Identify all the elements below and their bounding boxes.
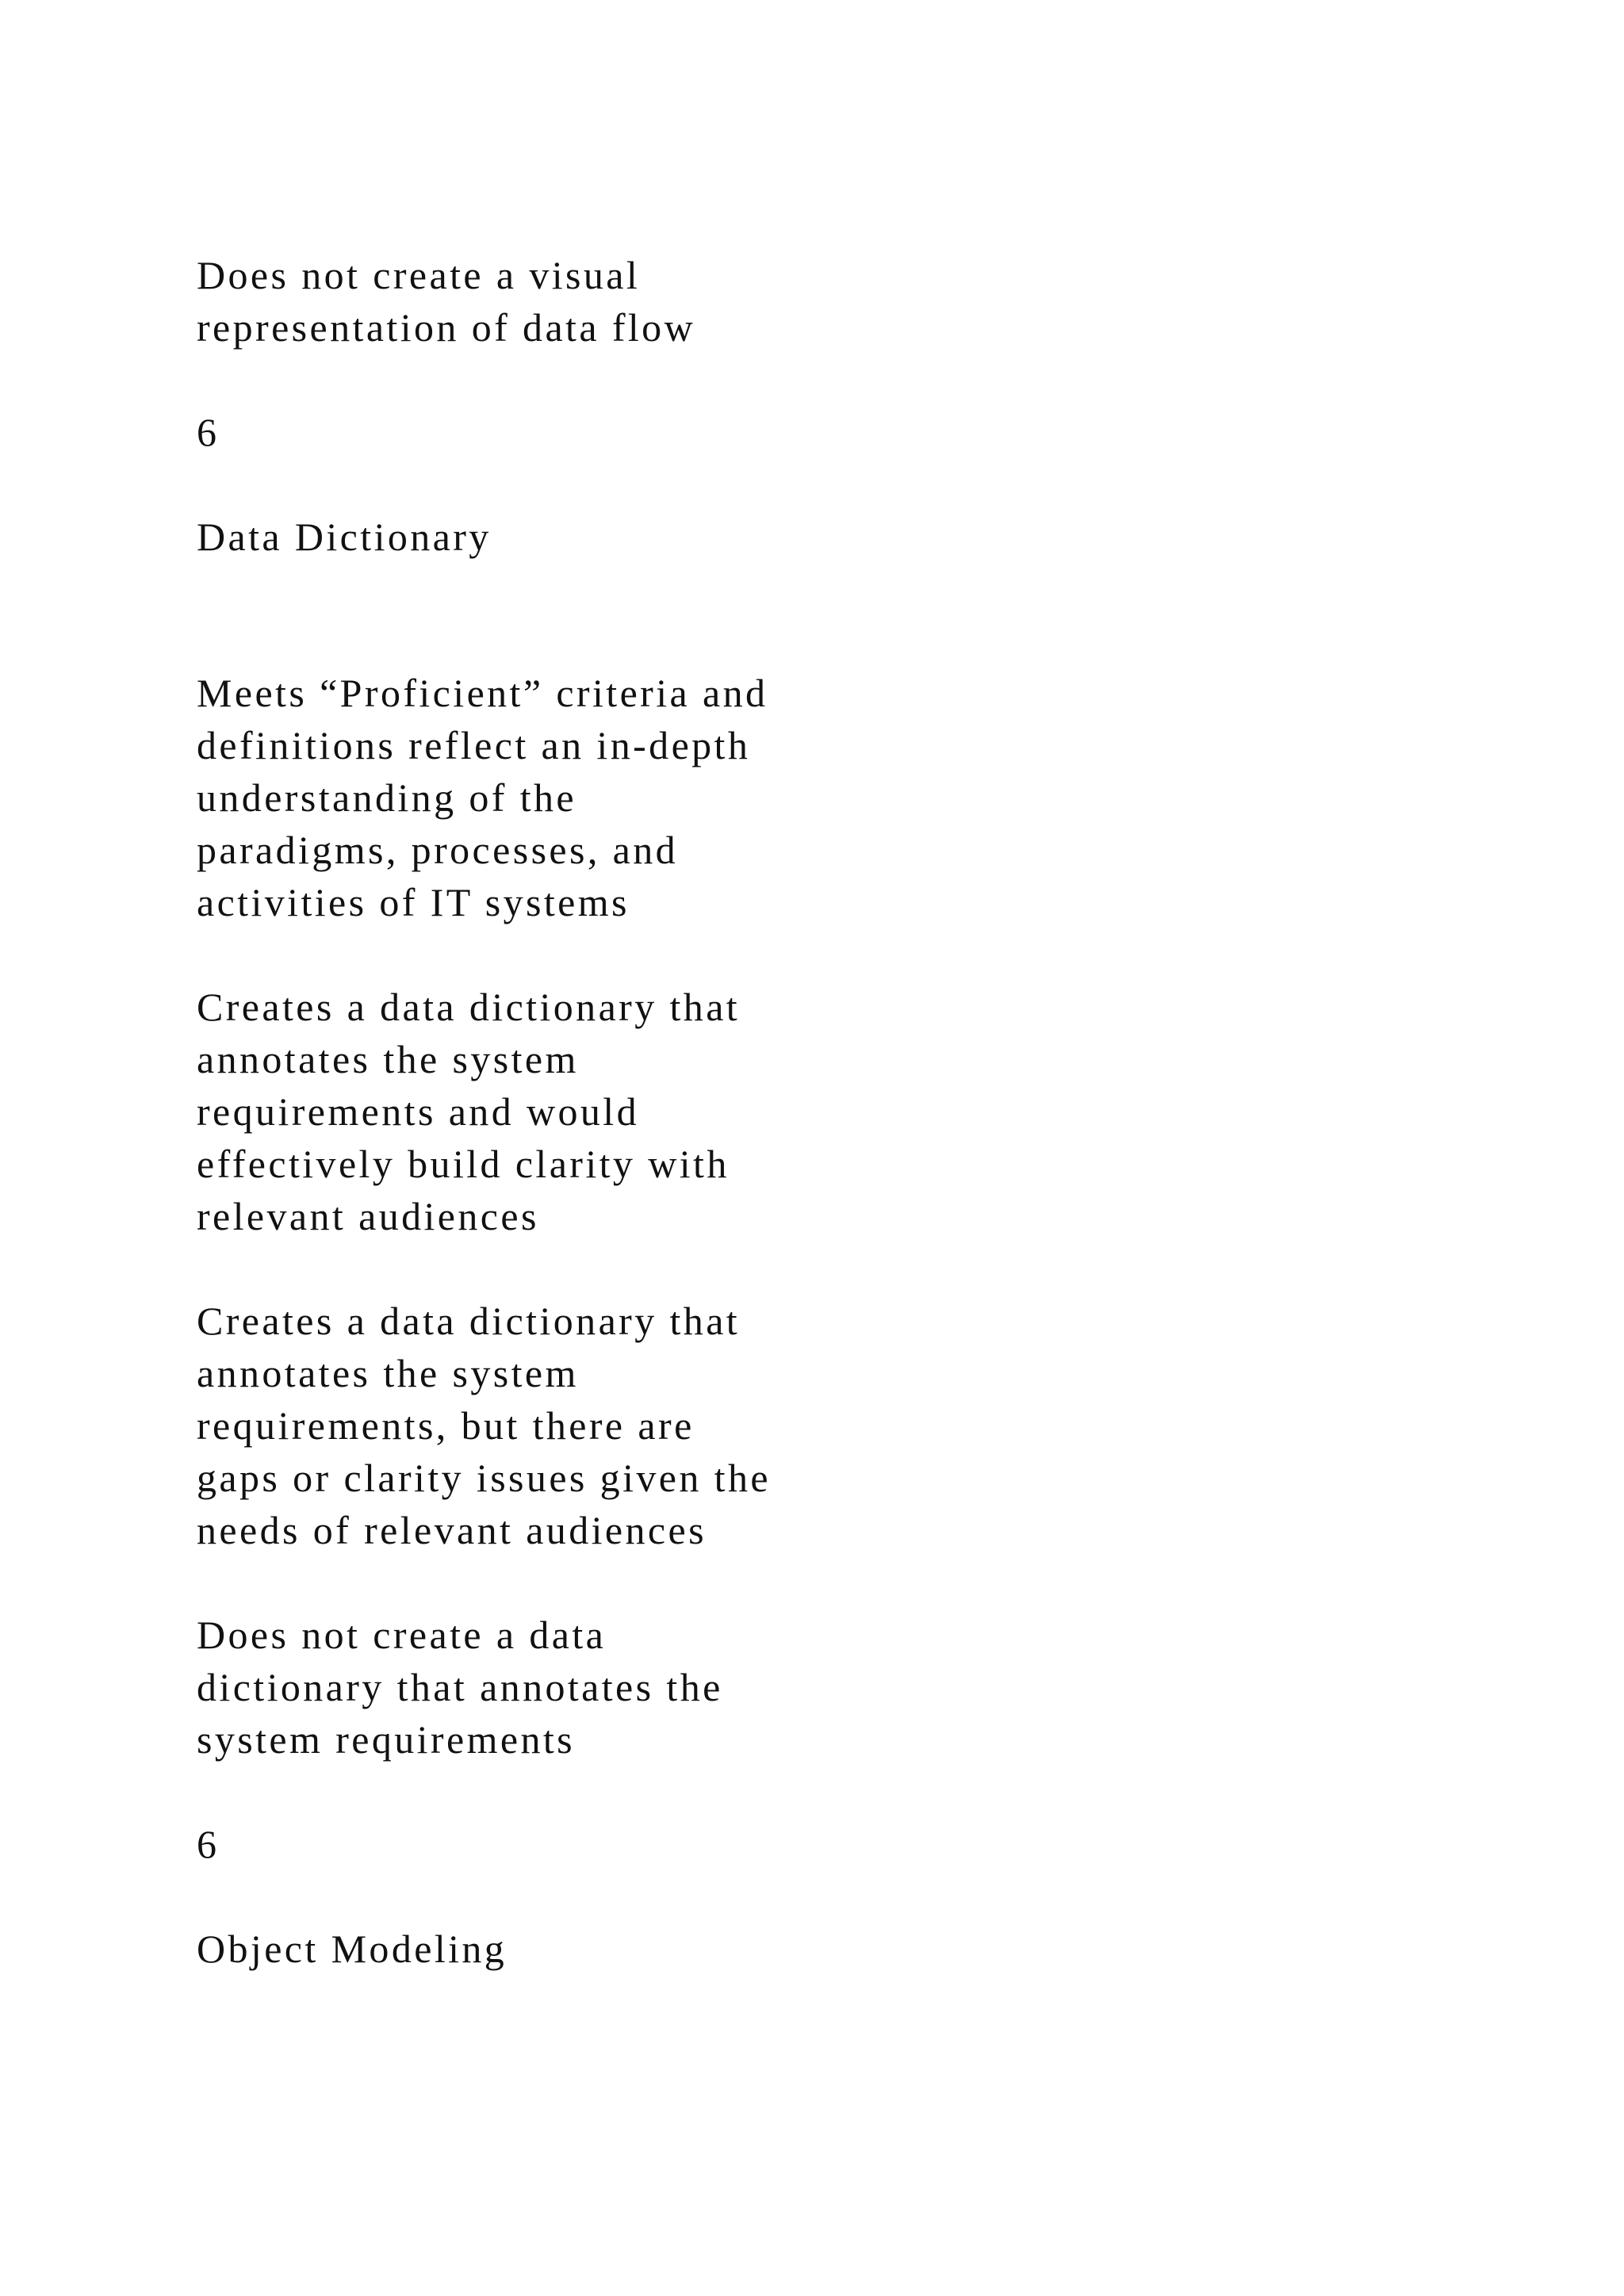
text-line: annotates the system — [197, 1037, 579, 1081]
criterion-heading: Object Modeling — [197, 1927, 508, 1971]
text-line: Creates a data dictionary that — [197, 985, 741, 1029]
text-line: relevant audiences — [197, 1194, 539, 1238]
text-line: gaps or clarity issues given the — [197, 1456, 771, 1500]
text-line: requirements and would — [197, 1089, 640, 1134]
text-line: dictionary that annotates the — [197, 1665, 723, 1709]
text-line: representation of data flow — [197, 305, 696, 350]
text-line: needs of relevant audiences — [197, 1508, 707, 1552]
text-line: Does not create a data — [197, 1613, 607, 1657]
points-value: 6 — [197, 410, 220, 454]
text-line: understanding of the — [197, 775, 577, 820]
text-line: Meets “Proficient” criteria and — [197, 671, 768, 715]
text-line: system requirements — [197, 1717, 576, 1762]
text-line: annotates the system — [197, 1351, 579, 1395]
text-line: requirements, but there are — [197, 1403, 695, 1448]
text-line: definitions reflect an in-depth — [197, 723, 751, 767]
criterion-heading: Data Dictionary — [197, 515, 492, 559]
text-line: Creates a data dictionary that — [197, 1299, 741, 1343]
points-value: 6 — [197, 1822, 220, 1866]
text-line: Does not create a visual — [197, 253, 641, 297]
text-line: paradigms, processes, and — [197, 828, 679, 872]
text-line: activities of IT systems — [197, 880, 630, 924]
text-line: effectively build clarity with — [197, 1142, 730, 1186]
